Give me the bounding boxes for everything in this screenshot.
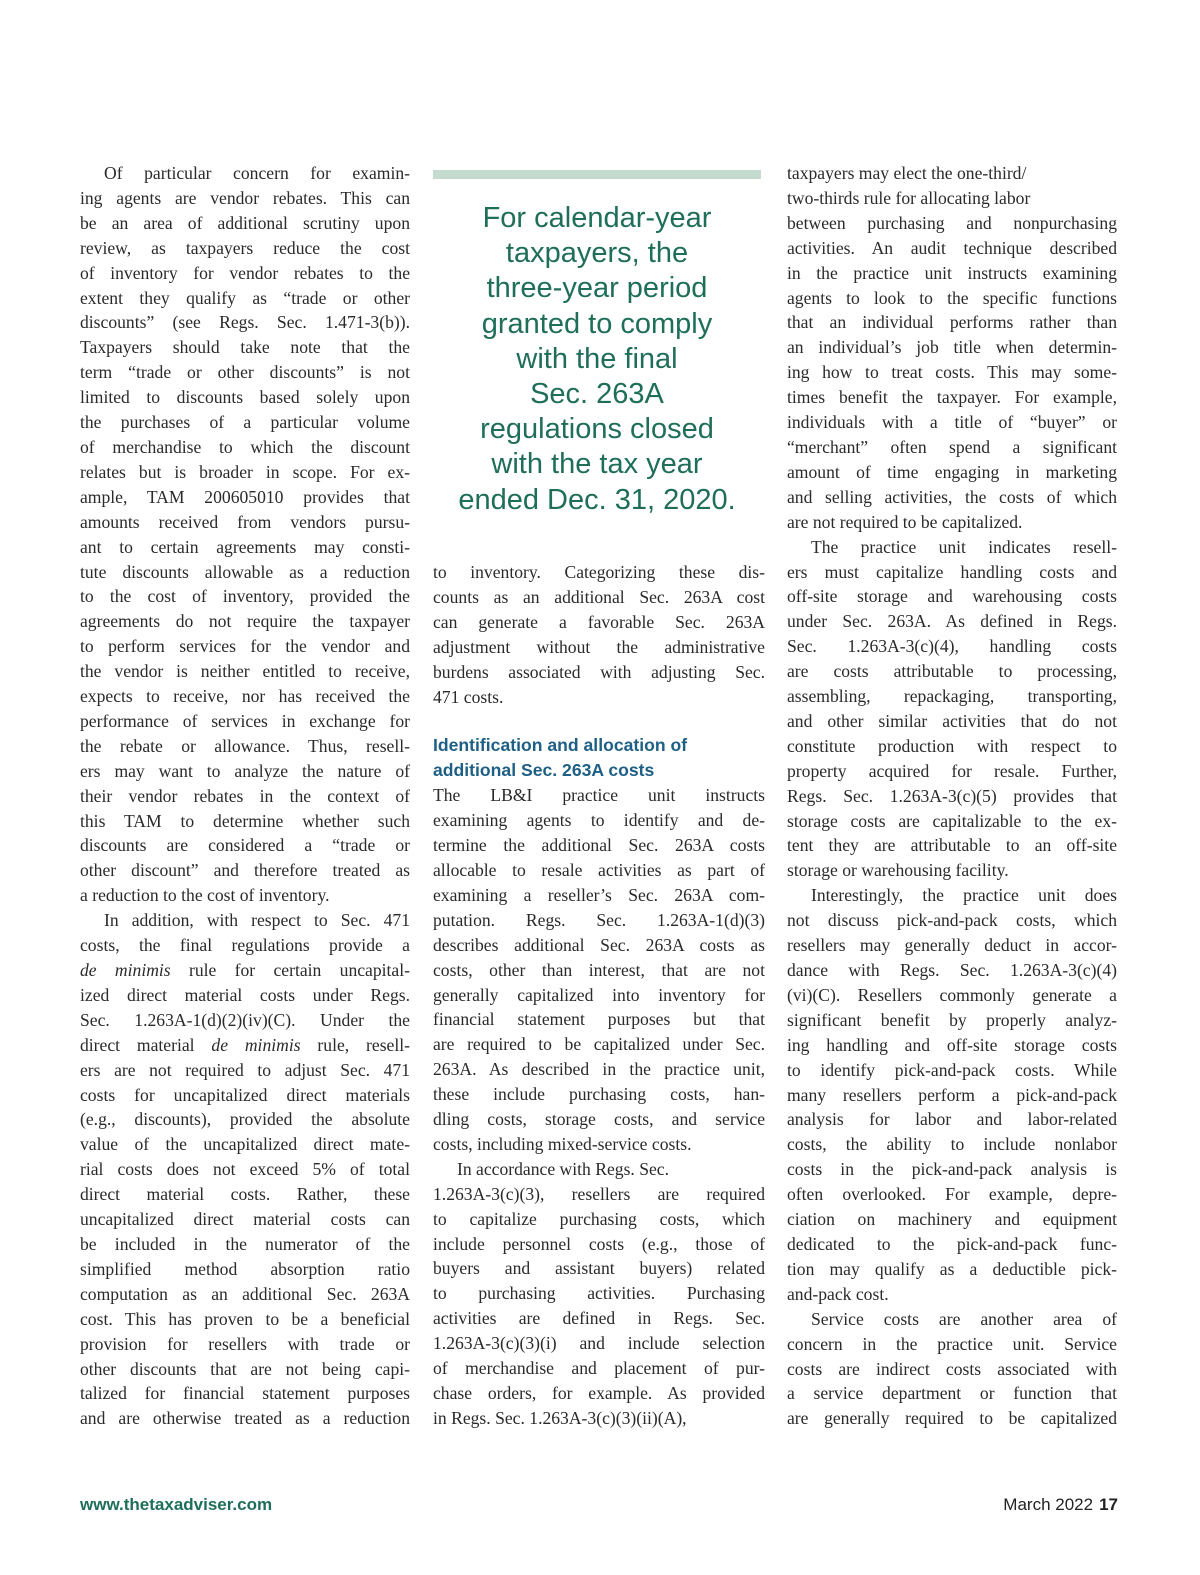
column-left: [80, 161, 410, 1431]
text-line: between purchasing and nonpurchasing: [787, 212, 1117, 233]
heading-line: additional Sec. 263A costs: [433, 760, 655, 781]
text-line: value of the uncapitalized direct mate-: [80, 1134, 410, 1155]
text-line: direct material costs. Rather, these: [80, 1184, 410, 1205]
text-line: In accordance with Regs. Sec.: [457, 1158, 670, 1179]
paragraph: [433, 1157, 765, 1431]
paragraph: [433, 783, 765, 1157]
text-line: costs for uncapitalized direct materials: [80, 1084, 410, 1105]
text-line: burdens associated with adjusting Sec.: [433, 661, 765, 682]
text-line: dedicated to the pick-and-pack func-: [787, 1233, 1117, 1254]
text-line: storage or warehousing facility.: [787, 860, 1009, 881]
text-line: adjustment without the administrative: [433, 636, 765, 657]
page-number: 17: [1099, 1495, 1118, 1514]
text-line: tute discounts allowable as a reduction: [80, 561, 410, 582]
text-line: dling costs, storage costs, and service: [433, 1109, 765, 1130]
text-line: ing handling and off-site storage costs: [787, 1034, 1117, 1055]
heading-line: Identification and allocation of: [433, 735, 688, 756]
text-line: to purchasing activities. Purchasing: [433, 1283, 765, 1304]
italic-term: de minimis: [80, 960, 171, 980]
text-line: and are otherwise treated as a reduction: [80, 1408, 410, 1429]
text-line: tion may qualify as a deductible pick-: [787, 1258, 1117, 1279]
pull-quote-line: taxpayers, the: [505, 237, 689, 270]
text-line: Regs. Sec. 1.263A-3(c)(5) provides that: [787, 785, 1117, 806]
text-line: ers are not required to adjust Sec. 471: [80, 1059, 410, 1080]
text-line: to perform services for the vendor and: [80, 636, 410, 657]
text-line: are generally required to be capitalized: [787, 1408, 1117, 1429]
pull-quote-line: ended Dec. 31, 2020.: [458, 483, 736, 516]
text-line: Of particular concern for examin-: [104, 163, 410, 183]
text-line: taxpayers may elect the one-third/: [787, 163, 1027, 183]
text-line: activities. An audit technique described: [787, 237, 1117, 258]
text-line: The practice unit indicates resell-: [811, 536, 1117, 557]
text-line: many resellers perform a pick-and-pack: [787, 1084, 1117, 1105]
text-line: agents to look to the specific functions: [787, 287, 1117, 308]
text-line: Service costs are another area of: [811, 1308, 1117, 1329]
text-line: chase orders, for example. As provided: [433, 1383, 765, 1403]
text-line: of inventory for vendor rebates to the: [80, 262, 410, 283]
text-line: in Regs. Sec. 1.263A-3(c)(3)(ii)(A),: [433, 1407, 687, 1428]
text-line: termine the additional Sec. 263A costs: [433, 835, 765, 856]
text-line: analysis for labor and labor-related: [787, 1109, 1117, 1130]
text-line: storage costs are capitalizable to the ex-: [787, 810, 1117, 831]
text-line: can generate a favorable Sec. 263A: [433, 611, 765, 632]
text-line: Sec. 1.263A-3(c)(4), handling costs: [787, 636, 1117, 657]
text-line: are not required to be capitalized.: [787, 511, 1023, 532]
text-line: simplified method absorption ratio: [80, 1258, 410, 1279]
text-line: property acquired for resale. Further,: [787, 760, 1117, 781]
text-line: Sec. 1.263A-1(d)(2)(iv)(C). Under the: [80, 1009, 410, 1030]
text-line: concern in the practice unit. Service: [787, 1333, 1117, 1354]
paragraph: [80, 908, 410, 1431]
text-fragment: rule, resell-: [300, 1034, 410, 1055]
text-line: amount of time engaging in marketing: [787, 461, 1117, 482]
text-line: ciation on machinery and equipment: [787, 1209, 1117, 1230]
text-line: and other similar activities that do not: [787, 710, 1117, 731]
text-line: costs in the pick-and-pack analysis is: [787, 1159, 1117, 1180]
text-fragment: rule for certain uncapital-: [170, 960, 410, 980]
text-line: computation as an additional Sec. 263A: [80, 1283, 410, 1304]
text-line: significant benefit by properly analyz-: [787, 1009, 1117, 1030]
text-line: to capitalize purchasing costs, which: [433, 1208, 765, 1229]
text-line: 471 costs.: [433, 686, 504, 707]
paragraph: [80, 161, 410, 908]
paragraph: [433, 560, 765, 709]
text-line: off-site storage and warehousing costs: [787, 586, 1117, 607]
text-line: activities are defined in Regs. Sec.: [433, 1308, 765, 1329]
text-line: costs, the ability to include nonlabor: [787, 1134, 1117, 1155]
text-fragment: direct material: [80, 1034, 212, 1055]
text-line: rial costs does not exceed 5% of total: [80, 1159, 410, 1180]
text-line: describes additional Sec. 263A costs as: [433, 934, 765, 955]
text-line: often overlooked. For example, depre-: [787, 1184, 1117, 1205]
text-line: include personnel costs (e.g., those of: [433, 1233, 765, 1254]
text-line: ing how to treat costs. This may some-: [787, 362, 1117, 383]
text-line: in the practice unit instructs examining: [787, 262, 1117, 283]
footer-issue-info: [1003, 1495, 1118, 1515]
text-line: expects to receive, nor has received the: [80, 686, 410, 707]
text-line: [80, 1033, 410, 1058]
text-line: (vi)(C). Resellers commonly generate a: [787, 984, 1117, 1005]
text-line: ant to certain agreements may consti-: [80, 536, 410, 557]
text-line: uncapitalized direct material costs can: [80, 1209, 410, 1230]
pull-quote: [433, 201, 761, 518]
text-line: financial statement purposes but that: [433, 1009, 765, 1030]
text-line: putation. Regs. Sec. 1.263A-1(d)(3): [433, 909, 765, 930]
pull-quote-line: with the tax year: [491, 448, 703, 481]
text-line: 1.263A-3(c)(3), resellers are required: [433, 1183, 765, 1204]
text-line: that an individual performs rather than: [787, 312, 1117, 333]
paragraph: [787, 883, 1117, 1306]
column-middle: [433, 560, 765, 1431]
text-line: a service department or function that: [787, 1383, 1117, 1404]
paragraph: [787, 535, 1117, 884]
text-line: tent they are attributable to an off-site: [787, 835, 1117, 856]
text-line: counts as an additional Sec. 263A cost: [433, 586, 765, 607]
text-line: the purchases of a particular volume: [80, 412, 410, 433]
text-line: provision for resellers with trade or: [80, 1333, 410, 1354]
text-line: not discuss pick-and-pack costs, which: [787, 910, 1117, 931]
pull-quote-line: For calendar-year: [482, 202, 712, 234]
text-line: buyers and assistant buyers) related: [433, 1258, 765, 1279]
text-line: two-thirds rule for allocating labor: [787, 187, 1031, 208]
text-line: under Sec. 263A. As defined in Regs.: [787, 611, 1117, 632]
issue-date: March 2022: [1003, 1495, 1094, 1514]
footer-website-link[interactable]: www.thetaxadviser.com: [80, 1495, 273, 1514]
text-line: be included in the numerator of the: [80, 1233, 410, 1254]
text-line: allocable to resale activities as part of: [433, 859, 765, 880]
text-line: and selling activities, the costs of which: [787, 486, 1117, 507]
text-line: agreements do not require the taxpayer: [80, 611, 410, 632]
text-line: (e.g., discounts), provided the absolute: [80, 1109, 410, 1130]
text-line: costs are indirect costs associated with: [787, 1358, 1117, 1379]
italic-term: de minimis: [211, 1034, 301, 1055]
text-line: discounts” (see Regs. Sec. 1.471-3(b)).: [80, 312, 410, 333]
text-line: are required to be capitalized under Sec.: [433, 1034, 765, 1055]
text-line: 1.263A-3(c)(3)(i) and include selection: [433, 1333, 765, 1354]
text-line: times benefit the taxpayer. For example,: [787, 387, 1117, 408]
text-line: be an area of additional scrutiny upon: [80, 212, 410, 233]
text-line: are costs attributable to processing,: [787, 661, 1117, 682]
paragraph: [787, 161, 1117, 535]
text-line: the rebate or allowance. Thus, resell-: [80, 735, 410, 756]
text-line: performance of services in exchange for: [80, 710, 410, 731]
text-line: limited to discounts based solely upon: [80, 387, 410, 408]
text-line: resellers may generally deduct in accor-: [787, 935, 1117, 956]
text-line: costs, other than interest, that are not: [433, 959, 765, 980]
text-line: a reduction to the cost of inventory.: [80, 885, 330, 906]
text-line: Interestingly, the practice unit does: [811, 885, 1117, 906]
text-line: examining agents to identify and de-: [433, 810, 765, 831]
text-line: generally capitalized into inventory for: [433, 984, 765, 1005]
paragraph: [787, 1307, 1117, 1432]
text-line: their vendor rebates in the context of: [80, 785, 410, 806]
text-line: “merchant” often spend a significant: [787, 436, 1117, 457]
text-line: amounts received from vendors pursu-: [80, 511, 410, 532]
text-line: an individual’s job title when determin-: [787, 337, 1117, 358]
pull-quote-rule: [433, 170, 761, 179]
text-line: other discount” and therefore treated as: [80, 860, 410, 881]
pull-quote-line: Sec. 263A: [530, 378, 664, 411]
pull-quote-line: granted to comply: [481, 307, 713, 340]
text-line: the vendor is neither entitled to receive,: [80, 661, 410, 682]
text-line: costs, the final regulations provide a: [80, 935, 410, 956]
text-line: ized direct material costs under Regs.: [80, 984, 410, 1005]
text-line: ers may want to analyze the nature of: [80, 760, 410, 781]
text-line: ing agents are vendor rebates. This can: [80, 187, 410, 208]
text-line: The LB&I practice unit instructs: [433, 785, 765, 806]
pull-quote-line: three-year period: [486, 272, 708, 305]
text-line: of merchandise to which the discount: [80, 436, 410, 457]
text-line: review, as taxpayers reduce the cost: [80, 237, 410, 258]
text-line: relates but is broader in scope. For ex-: [80, 461, 410, 482]
text-line: cost. This has proven to be a beneficial: [80, 1308, 410, 1329]
text-line: examining a reseller’s Sec. 263A com-: [433, 884, 765, 905]
text-line: and-pack cost.: [787, 1283, 889, 1304]
column-right: [787, 161, 1117, 1431]
text-line: Taxpayers should take note that the: [80, 337, 410, 358]
text-line: dance with Regs. Sec. 1.263A-3(c)(4): [787, 960, 1117, 980]
section-heading: [433, 733, 765, 783]
text-line: these include purchasing costs, han-: [433, 1084, 765, 1105]
text-line: assembling, repackaging, transporting,: [787, 686, 1117, 707]
text-line: to inventory. Categorizing these dis-: [433, 562, 765, 582]
text-line: other discounts that are not being capi-: [80, 1358, 410, 1379]
text-line: this TAM to determine whether such: [80, 810, 410, 831]
pull-quote-line: with the final: [516, 342, 678, 375]
text-line: ample, TAM 200605010 provides that: [80, 486, 410, 507]
text-line: constitute production with respect to: [787, 735, 1117, 756]
text-line: term “trade or other discounts” is not: [80, 362, 410, 383]
text-line: In addition, with respect to Sec. 471: [104, 910, 410, 931]
text-line: individuals with a title of “buyer” or: [787, 412, 1117, 433]
text-line: talized for financial statement purposes: [80, 1383, 410, 1404]
text-line: ers must capitalize handling costs and: [787, 561, 1117, 582]
text-line: to identify pick-and-pack costs. While: [787, 1059, 1117, 1080]
text-line: costs, including mixed-service costs.: [433, 1133, 692, 1154]
text-line: discounts are considered a “trade or: [80, 835, 410, 856]
text-line: to the cost of inventory, provided the: [80, 586, 410, 607]
pull-quote-line: regulations closed: [480, 413, 714, 446]
text-line: of merchandise and placement of pur-: [433, 1358, 765, 1379]
text-line: extent they qualify as “trade or other: [80, 287, 410, 308]
text-line: [80, 958, 410, 983]
text-line: 263A. As described in the practice unit,: [433, 1059, 765, 1080]
